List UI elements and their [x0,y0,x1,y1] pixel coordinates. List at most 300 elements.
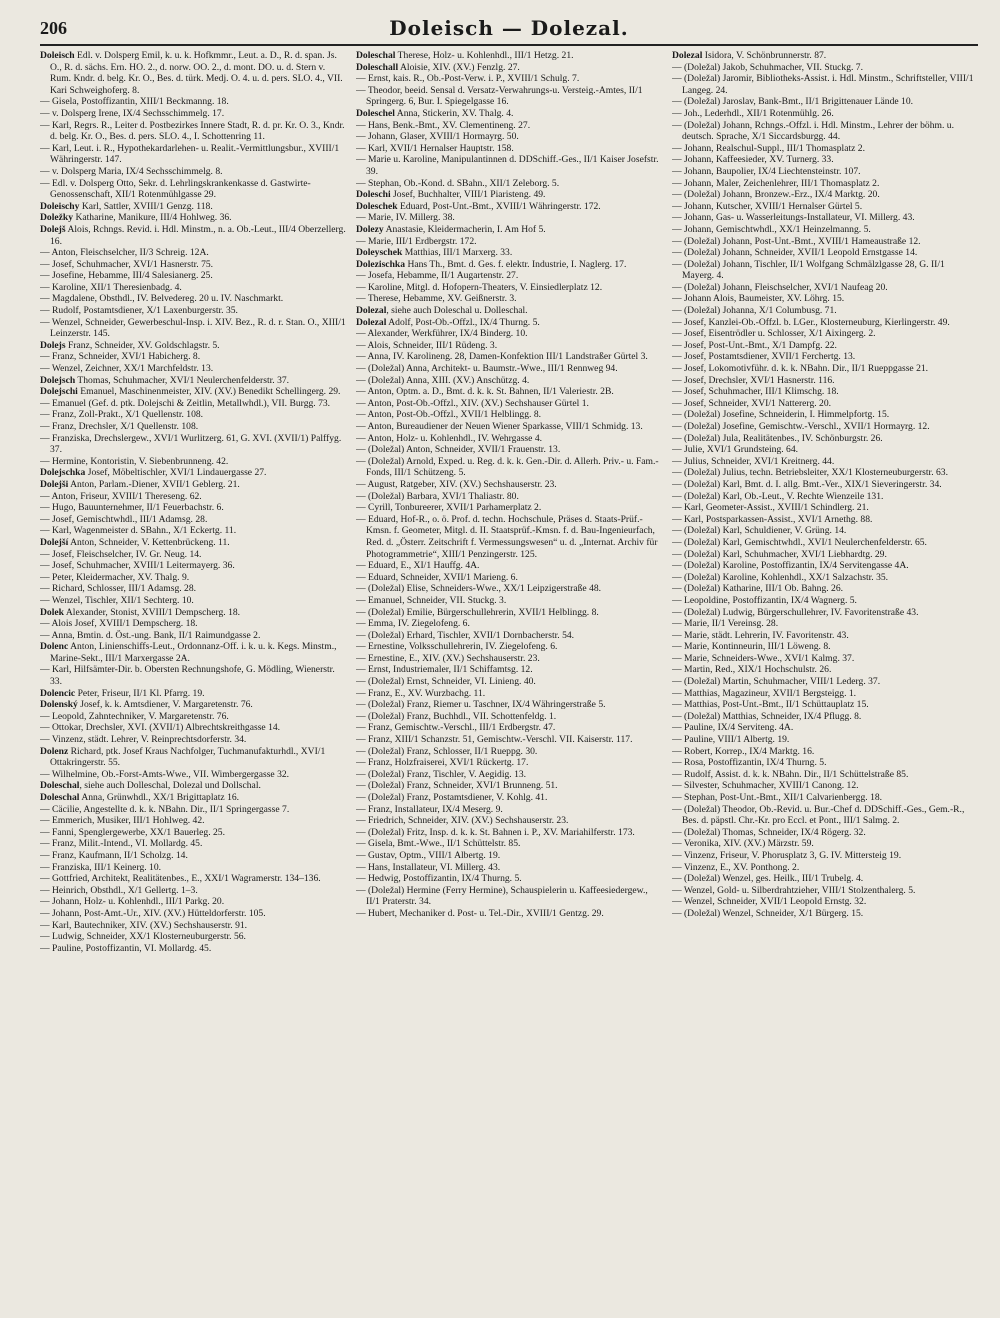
entry-surname: Doleschal [40,792,80,803]
directory-entry [672,664,978,676]
entry-text: — v. Dolsperg Irene, IX/4 Sechsschimmelg. 17. [40,107,225,119]
directory-entry [40,491,346,503]
entry-text: — Marie, Kontinneurin, III/1 Löweng. 8. [672,641,831,653]
entry-text: — Anton, Friseur, XVIII/1 Thereseng. 62. [40,490,202,502]
entry-surname: Dolencic [40,687,76,699]
entry-text: — (Doležal) Karl, Bmt. d. I. allg. Bmt.-Ver., XIX/1 Sieveringerstr. 34. [672,478,942,490]
directory-entry [40,398,346,410]
directory-entry [672,769,978,781]
entry-text: — (Doležal) Anton, Schneider, XVII/1 Frauenstr. 13. [356,444,561,456]
entry-text: — (Doležal) Johann, Tischler, II/1 Wolfgang Schmälzlgasse 28, G. II/1 Mayerg. 4. [672,258,945,282]
directory-entry [356,502,662,514]
entry-text: — (Doležal) Franz, Buchhdl., VII. Schottenfeldg. 1. [356,710,557,722]
entry-surname: Doleschi [356,189,391,201]
entry-text: — Matthias, Magazineur, XVII/1 Bergsteigg. 1. [672,687,857,699]
entry-text: — (Doležal) Karoline, Postoffizantin, IX/4 Servitengasse 4A. [672,560,909,572]
directory-entry [356,247,662,259]
entry-text: — Cyrill, Tonbureerer, XVII/1 Parhamerplatz 2. [356,502,542,514]
entry-surname: Dolezischka [356,258,406,270]
entry-text: — v. Dolsperg Maria, IX/4 Sechsschimmelg. 8. [40,165,223,177]
entry-text: — Marie, IV. Millerg. 38. [356,212,455,224]
entry-surname: Doležky [40,212,74,224]
entry-surname: Dolek [40,606,64,618]
entry-text: — (Doležal) Franz, Postamtsdiener, V. Kohlg. 41. [356,792,548,803]
entry-text: Alois, Rchngs. Revid. i. Hdl. Minstm., n. a. Ob.-Leut., III/4 Oberzellerg. 16. [50,223,346,247]
directory-entry [356,421,662,433]
directory-entry [356,815,662,827]
directory-entry [40,838,346,850]
entry-text: — Veronika, XIV. (XV.) Märzstr. 59. [672,838,814,850]
directory-entry [672,259,978,282]
directory-entry [672,653,978,665]
column-middle [356,50,662,1310]
entry-surname: Doleschek [356,200,398,212]
entry-text: — Marie, Schneiders-Wwe., XVI/1 Kalmg. 37. [672,652,855,664]
entry-text: — Anna, IV. Karolineng. 28, Damen-Konfektion III/1 Landstraßer Gürtel 3. [356,351,648,363]
entry-text: — Josef, Kanzlei-Ob.-Offzl. b. LGer., Klosterneuburg, Kierlingerstr. 49. [672,316,950,328]
entry-text: — Hugo, Bauunternehmer, II/1 Feuerbachstr. 6. [40,502,224,514]
entry-text: — Anton, Holz- u. Kohlenhdl., IV. Wehrgasse 4. [356,432,543,444]
entry-text: — Wenzel, Gold- u. Silberdrahtzieher, VIII/1 Stolzenthalerg. 5. [672,884,916,896]
entry-text: — Martin, Red., XIX/1 Hochschulstr. 26. [672,664,832,676]
directory-entry [40,143,346,166]
entry-text: — Pauline, IX/4 Serviteng. 4A. [672,722,794,734]
directory-entry [356,746,662,758]
directory-entry [356,340,662,352]
entry-text: Matthias, III/1 Marxerg. 33. [402,247,513,259]
directory-entry [356,62,662,74]
directory-entry [356,120,662,132]
entry-text: — Franz, Zoll-Prakt., X/1 Quellenstr. 108. [40,409,204,421]
directory-entry [672,792,978,804]
entry-text: Anna, Stickerin, XV. Thalg. 4. [394,107,514,119]
directory-entry [356,653,662,665]
directory-entry [356,908,662,920]
directory-entry [672,607,978,619]
directory-entry [672,305,978,317]
directory-entry [672,885,978,897]
directory-entry [672,282,978,294]
directory-entry [40,664,346,687]
entry-text: — Edl. v. Dolsperg Otto, Sekr. d. Lehrlingskrankenkasse d. Gastwirte-Genossenschaft, XII/1 Rotenmühlgasse 29. [40,177,311,201]
directory-entry [672,908,978,920]
entry-text: — (Doležal) Franz, Riemer u. Taschner, IX/4 Währingerstraße 5. [356,699,606,711]
entry-text: — Julie, XVI/1 Grundsteing. 64. [672,444,799,456]
entry-text: — (Doležal) Jakob, Schuhmacher, VII. Stuckg. 7. [672,61,863,73]
directory-entry [40,595,346,607]
entry-text: — (Doležal) Johanna, X/1 Columbusg. 71. [672,305,837,317]
entry-text: — Magdalene, Obsthdl., IV. Belvedereg. 20 u. IV. Naschmarkt. [40,293,284,305]
directory-entry [672,363,978,375]
directory-entry [672,317,978,329]
entry-text: — (Doležal) Jula, Realitätenbes., IV. Schönburgstr. 26. [672,432,883,444]
entry-text: — Emanuel, Schneider, VII. Stuckg. 3. [356,594,507,606]
entry-text: — (Doležal) Theodor, Ob.-Revid. u. Bur.-Chef d. DDSchiff.-Ges., Gem.-R., Bes. d. päpstl. Chr.-Kr. pro Eccl. et Pont., III/1 Salmg. 2. [672,803,965,827]
directory-entry [356,676,662,688]
directory-entry [40,340,346,352]
entry-text: — Johann, Post-Amt.-Ur., XIV. (XV.) Hütteldorferstr. 105. [40,907,266,919]
directory-entry [672,189,978,201]
entry-surname: Doleschal [356,50,396,61]
entry-surname: Dolejschi [40,386,78,398]
entry-text: — Leopoldine, Postoffizantin, IX/4 Wagnerg. 5. [672,594,857,606]
directory-entry [356,479,662,491]
entry-text: — Franz, Gemischtw.-Verschl., III/1 Erdbergstr. 47. [356,722,556,734]
directory-entry [356,317,662,329]
entry-surname: Dolejsch [40,374,76,386]
entry-text: — Josef, Gemischtwhdl., III/1 Adamsg. 28. [40,513,208,525]
directory-entry [672,236,978,248]
entry-text: — Johann, Kaffeesieder, XV. Turnerg. 33. [672,154,834,166]
directory-entry [40,212,346,224]
entry-text: — (Doležal) Erhard, Tischler, XVII/1 Dornbacherstr. 54. [356,629,575,641]
entry-text: Hans Th., Bmt. d. Ges. f. elektr. Industrie, I. Naglerg. 17. [405,258,627,270]
entry-text: — Vinzenz, städt. Lehrer, V. Reinprechtsdorferstr. 34. [40,734,247,746]
entry-text: — Matthias, Post-Unt.-Bmt., II/1 Schüttauplatz 15. [672,699,869,711]
directory-entry [672,224,978,236]
entry-text: — Josef, Schuhmacher, XVI/1 Hasnerstr. 75. [40,258,214,270]
entry-text: Emanuel, Maschinenmeister, XIV. (XV.) Benedikt Schellingerg. 29. [77,386,341,398]
entry-text: — Franz, Milit.-Intend., VI. Mollardg. 45. [40,838,203,850]
directory-entry [356,212,662,224]
directory-entry [356,560,662,572]
entry-text: — Josef, Eisentrödler u. Schlosser, X/1 Aixingerg. 2. [672,328,876,340]
directory-entry [40,746,346,769]
entry-text: — (Doležal) Karl, Schuldiener, V. Grüng. 14. [672,525,847,537]
directory-entry [356,293,662,305]
entry-text: — (Doležal) Franz, Tischler, V. Aegidig. 13. [356,768,527,780]
entry-text: — Hans, Benk.-Bmt., XV. Clementineng. 27. [356,119,531,131]
entry-text: Richard, ptk. Josef Kraus Nachfolger, Tuchmanufakturhdl., XVI/1 Ottakringerstr. 55. [50,745,326,769]
directory-entry [672,293,978,305]
entry-surname: Dolejš [40,223,66,235]
entry-text: — Josef, Postamtsdiener, XVII/1 Ferchertg. 13. [672,351,856,363]
entry-text: — Franziska, III/1 Keinerg. 10. [40,861,162,873]
entry-text: — Marie, III/1 Erdbergstr. 172. [356,235,477,247]
entry-surname: Dolezal [672,50,703,61]
directory-entry [40,920,346,932]
entry-text: — Leopold, Zahntechniker, V. Margaretenstr. 76. [40,710,229,722]
directory-entry [40,224,346,247]
entry-text: — Pauline, Postoffizantin, VI. Mollardg. 45. [40,942,212,954]
entry-text: — Rudolf, Assist. d. k. k. NBahn. Dir., II/1 Schüttelstraße 85. [672,768,909,780]
directory-entry [356,409,662,421]
entry-text: — Stephan, Post-Unt.-Bmt., XII/1 Calvarienbergg. 18. [672,792,883,803]
directory-entry [672,525,978,537]
directory-entry [672,351,978,363]
directory-entry [356,201,662,213]
directory-entry [356,769,662,781]
directory-entry [40,711,346,723]
directory-entry [356,688,662,700]
directory-entry [40,885,346,897]
entry-text: Josef, Möbeltischler, XVI/1 Lindauergasse 27. [85,467,267,479]
entry-text: — Karl, Regrs. R., Leiter d. Postbezirkes Innere Stadt, R. d. pr. Kr. O. 3., Kndr. d. belg. Kr. O., Bes. d. pers. SLO. 4., I. Schottenring 11. [40,119,345,143]
column-right [672,50,978,1310]
directory-entry [672,456,978,468]
directory-entry [672,502,978,514]
entry-text: Isidora, V. Schönbrunnerstr. 87. [702,50,827,61]
directory-entry [356,143,662,155]
entry-text: — Wenzel, Tischler, XII/1 Sechterg. 10. [40,594,194,606]
entry-surname: Doleschel [356,107,395,119]
directory-entry [356,351,662,363]
entry-text: Josef, Buchhalter, VIII/1 Piaristeng. 49. [390,189,546,201]
entry-text: — Gottfried, Architekt, Realitätenbes., E., XXI/1 Wagramerstr. 134–136. [40,873,321,885]
directory-entry [356,583,662,595]
directory-entry [672,247,978,259]
directory-entry [40,931,346,943]
directory-entry [40,943,346,955]
entry-text: — (Doležal) Johann, Fleischselcher, XVI/1 Naufeag 20. [672,281,888,293]
directory-entry [356,711,662,723]
directory-entry [672,143,978,155]
entry-text: — Hermine, Kontoristin, V. Siebenbrunneng. 42. [40,455,229,467]
directory-entry [672,676,978,688]
entry-text: — (Doležal) Karoline, Kohlenhdl., XX/1 Salzachstr. 35. [672,571,889,583]
directory-entry [356,572,662,584]
columns [40,50,978,1310]
entry-text: — Josef, Fleischselcher, IV. Gr. Neug. 14. [40,548,202,560]
directory-entry [672,201,978,213]
entry-text: — Gisela, Bmt.-Wwe., II/1 Schüttelstr. 85. [356,838,521,850]
directory-entry [40,270,346,282]
directory-entry [356,722,662,734]
entry-text: — Joh., Lederhdl., XII/1 Rotenmühlg. 26. [672,107,834,119]
entry-text: — Eduard, Schneider, XVII/1 Marieng. 6. [356,571,518,583]
directory-entry [356,780,662,792]
entry-text: — Ottokar, Drechsler, XVI. (XVII/1) Albrechtskreithgasse 14. [40,722,281,734]
entry-text: Franz, Schneider, XV. Goldschlagstr. 5. [65,339,220,351]
entry-text: — Pauline, VIII/1 Albertg. 19. [672,734,790,746]
entry-text: — Therese, Hebamme, XV. Geißnerstr. 3. [356,293,517,305]
directory-entry [40,166,346,178]
directory-entry [356,328,662,340]
entry-text: — Anton, Post-Ob.-Offzl., XIV. (XV.) Sechshauser Gürtel 1. [356,397,589,409]
directory-entry [40,247,346,259]
entry-surname: Dolejši [40,478,69,490]
entry-text: — Julius, Schneider, XVI/1 Kreitnerg. 44. [672,455,835,467]
directory-entry [40,862,346,874]
directory-entry [40,572,346,584]
entry-surname: Doleschal [40,780,80,792]
directory-entry [40,50,346,96]
entry-surname: Dolezal [356,316,387,328]
entry-text: Karl, Sattler, XVIII/1 Genzg. 118. [79,200,213,212]
entry-text: — August, Ratgeber, XIV. (XV.) Sechshauserstr. 23. [356,478,557,490]
directory-entry [672,108,978,120]
entry-text: — Karl, Bautechniker, XIV. (XV.) Sechshauserstr. 91. [40,919,248,931]
entry-text: — Franziska, Drechslergew., XVI/1 Wurlitzerg. 61, G. XVI. (XVII/1) Palffyg. 37. [40,432,342,456]
directory-entry [40,583,346,595]
entry-text: — Franz, E., XV. Wurzbachg. 11. [356,687,486,699]
page-title: Doleisch — Dolezal. [389,16,629,40]
directory-entry [672,838,978,850]
entry-text: — Hedwig, Postoffizantin, IX/4 Thurng. 5. [356,873,522,885]
directory-entry [40,769,346,781]
directory-entry [40,560,346,572]
directory-entry [672,630,978,642]
entry-text: — (Doležal) Katharine, III/1 Ob. Bahng. 26. [672,583,844,595]
directory-entry [40,514,346,526]
directory-entry [40,178,346,201]
entry-text: — (Doležal) Johann, Bronzew.-Erz., IX/4 Marktg. 20. [672,189,880,201]
entry-text: — Ernestine, E., XIV. (XV.) Sechshauserstr. 23. [356,652,540,664]
entry-text: Eduard, Post-Unt.-Bmt., XVIII/1 Währingerstr. 172. [397,200,601,212]
entry-text: — Karl, Postsparkassen-Assist., XVI/1 Arnethg. 88. [672,513,873,525]
entry-text: — Josef, Post-Unt.-Bmt., X/1 Dampfg. 22. [672,339,837,351]
directory-entry [356,259,662,271]
directory-entry [356,595,662,607]
directory-entry [356,270,662,282]
directory-entry [356,433,662,445]
entry-text: — Richard, Schlosser, III/1 Adamsg. 28. [40,583,197,595]
entry-surname: Doleschall [356,61,399,73]
directory-entry [672,560,978,572]
entry-text: — Anna, Bmtin. d. Öst.-ung. Bank, II/1 Raimundgasse 2. [40,629,261,641]
entry-text: — Karl, XVII/1 Hernalser Hauptstr. 158. [356,142,514,154]
directory-entry [356,282,662,294]
directory-entry [40,792,346,804]
entry-text: Anastasie, Kleidermacherin, I. Am Hof 5. [383,223,546,235]
entry-text: — Franz, Drechsler, X/1 Quellenstr. 108. [40,421,199,432]
directory-entry [672,444,978,456]
entry-text: — Rudolf, Postamtsdiener, X/1 Laxenburgerstr. 35. [40,305,238,317]
entry-text: — Ernst, kais. R., Ob.-Post-Verw. i. P., XVIII/1 Schulg. 7. [356,73,580,85]
entry-text: — Josefa, Hebamme, II/1 Augartenstr. 27. [356,270,519,282]
page-number: 206 [40,18,67,38]
entry-text: — Johann, Kutscher, XVIII/1 Hernalser Gürtel 5. [672,200,863,212]
directory-entry [40,641,346,664]
entry-text: — (Doležal) Karl, Ob.-Leut., V. Rechte Wienzeile 131. [672,490,884,502]
entry-text: — (Doležal) Johann, Rchngs.-Offzl. i. Hdl. Minstm., Lehrer der böhm. u. deutsch. Sprache, X/1 Siccardsburgg. 44. [672,119,954,143]
entry-text: — Stephan, Ob.-Kond. d. SBahn., XII/1 Zeleborg. 5. [356,177,560,189]
entry-text: — (Doležal) Wenzel, ges. Heilk., III/1 Trubelg. 4. [672,873,864,885]
entry-text: — (Doležal) Barbara, XVI/1 Thaliastr. 80. [356,490,519,502]
entry-text: — Johann Alois, Baumeister, XV. Löhrg. 15. [672,293,845,305]
directory-entry [356,178,662,190]
directory-entry [672,699,978,711]
directory-entry [356,363,662,375]
directory-entry [356,514,662,560]
directory-entry [672,804,978,827]
entry-text: — (Doležal) Elise, Schneiders-Wwe., XX/1 Leipzigerstraße 48. [356,583,602,595]
entry-text: — (Doležal) Thomas, Schneider, IX/4 Rögerg. 32. [672,826,866,838]
entry-text: — Peter, Kleidermacher, XV. Thalg. 9. [40,571,190,583]
entry-text: Edl. v. Dolsperg Emil, k. u. k. Hofkmmr., Leut. a. D., R. d. span. Js. O., R. d. sächs. Ern. HO. 2., d. norw. OO. 2., d. mont. DO. u. d. Stern v. Rum. Kndr. d. belg. Kr. O., Bes. d. türk. Medj. O. 4. u. d. pers. SLO. 4., VII. Kari Schweighoferg. 8. [50,50,343,96]
directory-entry [672,746,978,758]
directory-entry [40,815,346,827]
directory-entry [40,317,346,340]
entry-text: — (Doležal) Jaroslav, Bank-Bmt., II/1 Brigittenauer Lände 10. [672,96,914,108]
entry-surname: Doleyschek [356,247,403,259]
entry-text: — Josef, Schuhmacher, XVIII/1 Leitermayerg. 36. [40,560,235,572]
directory-entry [356,236,662,248]
directory-entry [356,491,662,503]
page-header [40,14,978,44]
directory-entry [672,212,978,224]
directory-entry [40,386,346,398]
directory-entry [356,792,662,804]
directory-entry [672,734,978,746]
entry-text: — Josef, Drechsler, XVI/1 Hasnerstr. 116. [672,374,835,386]
entry-text: — Marie u. Karoline, Manipulantinnen d. DDSchiff.-Ges., II/1 Kaiser Josefstr. 39. [356,154,659,177]
directory-entry [356,73,662,85]
directory-entry [356,386,662,398]
directory-entry [40,722,346,734]
directory-entry [356,456,662,479]
entry-text: — Wilhelmine, Ob.-Forst-Amts-Wwe., VII. Wimbergergasse 32. [40,768,290,780]
entry-text: — Eduard, Hof-R., o. ö. Prof. d. techn. Hochschule, Präses d. Staats-Prüf.-Kmsn. f. Geometer, Mitgl. d. II. Staatsprüf.-Kmsn. f. d. Bau-Ingenieurfach, Red. d. „Österr. Zeitschrift f. Vermessungswesen“ u. d. „Internat. Archiv für Photogrammetrie“, XIII/1 Penzingerstr. 125. [356,513,658,560]
directory-entry [356,131,662,143]
directory-entry [356,85,662,108]
entry-text: Aloisie, XIV. (XV.) Fenzlg. 27. [398,61,520,73]
entry-text: — Anton, Post-Ob.-Offzl., XVII/1 Helblingg. 8. [356,409,542,421]
entry-text: — Franz, Holzfraiserei, XVI/1 Rückertg. 17. [356,757,529,769]
entry-text: — Franz, Schneider, XVI/1 Habicherg. 8. [40,351,201,363]
entry-text: — Franz, XIII/1 Schanzstr. 51, Gemischtw.-Verschl. VII. Kaiserstr. 117. [356,734,633,746]
entry-text: Anton, Parlam.-Diener, XVII/1 Geblerg. 21. [68,478,240,490]
entry-text: — Alexander, Werkführer, IX/4 Binderg. 10. [356,328,528,340]
directory-entry [40,201,346,213]
directory-entry [40,630,346,642]
directory-entry [672,409,978,421]
directory-entry [40,734,346,746]
directory-entry [672,479,978,491]
directory-entry [672,896,978,908]
entry-surname: Dolezal [356,305,387,317]
directory-entry [40,421,346,433]
entry-text: — Rosa, Postoffizantin, IX/4 Thurng. 5. [672,757,827,769]
entry-text: — Karl, Wagenmeister d. SBahn., X/1 Eckertg. 11. [40,525,237,537]
directory-entry [40,282,346,294]
entry-text: — Fanni, Spenglergewerbe, XX/1 Bauerleg. 25. [40,826,225,838]
entry-text: — Ludwig, Schneider, XX/1 Klosterneuburgerstr. 56. [40,931,246,943]
entry-text: — Anton, Fleischselcher, II/3 Schreig. 12A. [40,247,209,259]
entry-text: Peter, Friseur, II/1 Kl. Pfarrg. 19. [75,687,205,699]
directory-entry [672,572,978,584]
entry-text: — (Doležal) Martin, Schuhmacher, VIII/1 Lederg. 37. [672,676,881,688]
directory-entry [356,189,662,201]
directory-entry [356,305,662,317]
entry-text: — Josef, Schneider, XVI/1 Nattererg. 20. [672,397,832,409]
directory-entry [356,607,662,619]
entry-text: Alexander, Stonist, XVIII/1 Dempscherg. 18. [63,606,241,618]
entry-text: — Karl, Hilfsämter-Dir. b. Obersten Rechnungshofe, G. Mödling, Wienerstr. 33. [40,664,335,688]
entry-text: Anna, Grünwhdl., XX/1 Brigittaplatz 16. [79,792,240,803]
entry-text: — Theodor, beeid. Sensal d. Versatz-Verwahrungs-u. Versteig.-Amtes, II/1 Springerg. 6, Bur. I. Spiegelgasse 16. [356,84,643,108]
entry-text: — (Doležal) Hermine (Ferry Hermine), Schauspielerin u. Kaffeesiedergew., II/1 Praterstr. 34. [356,884,648,908]
entry-text: — (Doležal) Arnold, Exped. u. Reg. d. k. k. Gen.-Dir. d. Allerh. Priv.- u. Fam.-Fonds, III/1 Schützeng. 5. [356,455,659,479]
directory-entry [40,293,346,305]
entry-text: Thomas, Schuhmacher, XVI/1 Neulerchenfelderstr. 37. [75,374,290,386]
entry-surname: Dolezy [356,223,384,235]
directory-entry [672,340,978,352]
entry-surname: Doleischy [40,200,80,212]
entry-text: Katharine, Manikure, III/4 Hohlweg. 36. [73,212,232,224]
directory-entry [356,224,662,236]
header-rule [40,44,978,46]
entry-text: Anton, Linienschiffs-Leut., Ordonnanz-Off. i. k. u. k. Kegs. Minstm., Marine-Sekt., III/1 Marxergasse 2A. [50,641,337,664]
directory-entry [356,641,662,653]
entry-text: — Johann, Baupolier, IX/4 Liechtensteinstr. 107. [672,165,861,177]
entry-text: — (Doležal) Anna, XIII. (XV.) Anschützg. 4. [356,374,530,386]
entry-text: — Cäcilie, Angestellte d. k. k. NBahn. Dir., II/1 Springergasse 7. [40,803,290,815]
entry-text: — Wenzel, Schneider, Gewerbeschul-Insp. i. XIV. Bez., R. d. r. Stan. O., XIII/1 Leinzerstr. 145. [40,316,346,340]
directory-entry [672,850,978,862]
entry-surname: Dolenz [40,745,69,757]
entry-text: — (Doležal) Johann, Post-Unt.-Bmt., XVIII/1 Hameaustraße 12. [672,235,921,247]
